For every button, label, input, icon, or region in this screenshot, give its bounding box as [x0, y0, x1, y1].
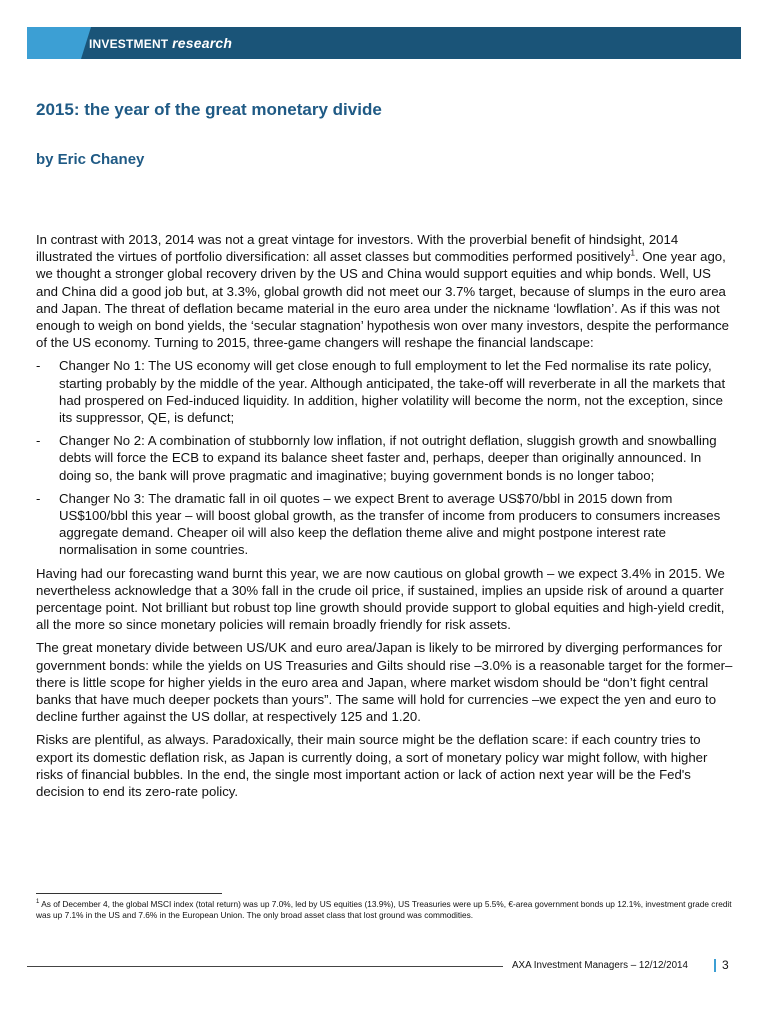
intro-paragraph — [36, 231, 736, 351]
footnote-number: 1 — [36, 899, 40, 906]
list-item — [36, 432, 736, 484]
header-banner-label — [89, 35, 232, 51]
body-paragraph: Risks are plentiful, as always. Paradoxically, their main source might be the deflation scare: if each country tries to export its domestic deflation risk, as Japan is currently doing, a sort of monetary policy war might follow, with higher risks of financial bubbles. In the end, the single most important action or lack of action next year will be the Fed's decision to end its zero-rate policy. — [36, 732, 708, 800]
footnote — [36, 899, 736, 921]
article-title: 2015: the year of the great monetary divide — [36, 100, 382, 119]
bullet-dash: - — [36, 490, 41, 506]
article-byline: by Eric Chaney — [36, 151, 145, 168]
header-banner-accent — [27, 27, 81, 59]
changer-list — [36, 357, 736, 558]
bullet-dash: - — [36, 358, 41, 374]
list-item-text: Changer No 1: The US economy will get close enough to full employment to let the Fed normalise its rate policy, starting probably by the middle of the year. Although anticipated, the take-off will reverberate in all the markets that had prospered on Fed-induced liquidity. In addition, higher volatility will become the norm, not the exception, since its suppressor, QE, is defunct; — [59, 358, 726, 426]
list-item — [36, 490, 736, 559]
footnote-text: As of December 4, the global MSCI index (total return) was up 7.0%, led by US equities (13.9%), US Treasuries were up 5.5%, €-area government bonds up 12.1%, investment grade credit was up 7.1% in the US and 7.6% in the European Union. The only broad asset class that lost ground was commodities. — [36, 899, 732, 920]
article-body — [36, 231, 736, 806]
banner-prefix: INVESTMENT — [89, 37, 169, 51]
footnote-divider — [36, 893, 222, 894]
footer-source: AXA Investment Managers – 12/12/2014 — [512, 960, 688, 971]
page-number: 3 — [722, 958, 729, 972]
footer-divider — [27, 966, 503, 967]
bullet-dash: - — [36, 433, 41, 449]
footer-accent-bar — [714, 959, 716, 972]
list-item — [36, 357, 736, 426]
list-item-text: Changer No 2: A combination of stubbornly low inflation, if not outright deflation, sluggish growth and snowballing debts will force the ECB to expand its balance sheet faster and, perhaps, deeper than originally announced. In doing so, the bank will prove pragmatic and imaginative; buying government bonds is no longer taboo; — [59, 433, 717, 483]
banner-suffix: research — [172, 35, 233, 51]
footnote-ref: 1 — [630, 248, 635, 258]
intro-text-a: In contrast with 2013, 2014 was not a great vintage for investors. With the proverbial benefit of hindsight, 2014 illustrated the virtues of portfolio diversification: all asset classes but commodities performed positively — [36, 232, 679, 265]
body-paragraph: The great monetary divide between US/UK and euro area/Japan is likely to be mirrored by diverging performances for government bonds: while the yields on US Treasuries and Gilts should rise –3.0% is a reasonable target for the former– there is little scope for higher yields in the euro area and Japan, where market wisdom should be “don’t fight central banks that have much deeper pockets than yours”. The same will hold for currencies –we expect the yen and euro to decline further against the US dollar, at respectively 125 and 1.20. — [36, 640, 733, 725]
body-paragraph: Having had our forecasting wand burnt this year, we are now cautious on global growth – we expect 3.4% in 2015. We nevertheless acknowledge that a 30% fall in the crude oil price, if sustained, implies an upside risk of around a quarter percentage point. Not brilliant but robust top line growth should provide support to global equities and high-yield credit, all the more so since monetary policies will remain broadly friendly for risk assets. — [36, 565, 725, 633]
list-item-text: Changer No 3: The dramatic fall in oil quotes – we expect Brent to average US$70/bbl in 2015 down from US$100/bbl this year – will boost global growth, as the transfer of income from producers to consumers increases aggregate demand. Cheaper oil will also keep the deflation theme alive and might postpone interest rate normalisation in some countries. — [59, 490, 721, 558]
intro-text-b: . One year ago, we thought a stronger global recovery driven by the US and China would support equities and whip bonds. Well, US and China did a good job but, at 3.3%, global growth did not meet our 3.7% target, because of slumps in the euro area and Japan. The threat of deflation became material in the euro area under the nickname ‘lowflation’. As if this was not enough to weigh on bond yields, the ‘secular stagnation’ hypothesis won over many investors, despite the performance of the US economy. Turning to 2015, three-game changers will reshape the financial landscape: — [36, 249, 730, 351]
